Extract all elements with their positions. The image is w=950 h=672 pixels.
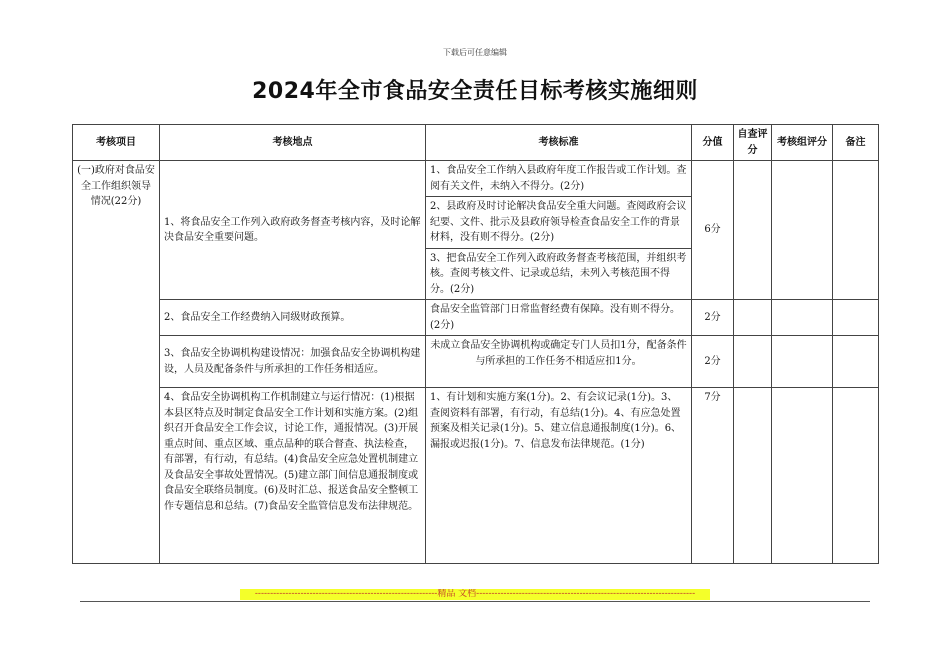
header-standard: 考核标准 bbox=[426, 125, 692, 161]
header-item: 考核项目 bbox=[73, 125, 160, 161]
place-cell: 2、食品安全工作经费纳入同级财政预算。 bbox=[160, 300, 426, 336]
header-self-score: 自查评分 bbox=[734, 125, 772, 161]
group-score-cell[interactable] bbox=[772, 336, 833, 388]
place-cell: 1、将食品安全工作列入政府政务督查考核内容，及时论解决食品安全重要问题。 bbox=[160, 161, 426, 300]
header-note: 下载后可任意编辑 bbox=[443, 48, 507, 57]
table-row bbox=[73, 336, 879, 388]
table-row bbox=[73, 388, 879, 564]
footer-divider bbox=[80, 601, 870, 602]
self-score-cell[interactable] bbox=[734, 388, 772, 564]
standard-cell: 未成立食品安全协调机构或确定专门人员扣1分，配备条件与所承担的工作任务不相适应扣1分。 bbox=[426, 336, 692, 388]
self-score-cell[interactable] bbox=[734, 300, 772, 336]
group-score-cell[interactable] bbox=[772, 300, 833, 336]
note-cell[interactable] bbox=[833, 161, 879, 300]
score-cell: 7分 bbox=[692, 388, 734, 564]
table-header-row bbox=[73, 125, 879, 161]
header-place: 考核地点 bbox=[160, 125, 426, 161]
header-note: 备注 bbox=[833, 125, 879, 161]
note-cell[interactable] bbox=[833, 388, 879, 564]
category-cell: (一)政府对食品安全工作组织领导情况(22分) bbox=[73, 161, 160, 564]
standard-cell: 1、食品安全工作纳入县政府年度工作报告或工作计划。查阅有关文件，未纳入不得分。(2分) bbox=[426, 161, 692, 197]
standard-cell: 3、把食品安全工作列入政府政务督查考核范围，并组织考核。查阅考核文件、记录或总结，未列入考核范围不得分。(2分) bbox=[426, 248, 692, 300]
score-cell: 6分 bbox=[692, 161, 734, 300]
document-title: 2024年全市食品安全责任目标考核实施细则 bbox=[252, 79, 698, 104]
group-score-cell[interactable] bbox=[772, 388, 833, 564]
standard-cell: 1、有计划和实施方案(1分)。2、有会议记录(1分)。3、查阅资料有部署，有行动，有总结(1分)。4、有应急处置预案及相关记录(1分)。5、建立信息通报制度(1分)。6、漏报或迟报(1分)。7、信息发布法律规范。(1分) bbox=[426, 388, 692, 564]
score-cell: 2分 bbox=[692, 336, 734, 388]
assessment-table bbox=[72, 124, 879, 564]
header-score: 分值 bbox=[692, 125, 734, 161]
score-cell: 2分 bbox=[692, 300, 734, 336]
place-cell: 3、食品安全协调机构建设情况：加强食品安全协调机构建设，人员及配备条件与所承担的工作任务相适应。 bbox=[160, 336, 426, 388]
footer-watermark: ------------------------------------------------------------精品 文档------------------------------------------------------------------------ bbox=[240, 589, 710, 600]
note-cell[interactable] bbox=[833, 300, 879, 336]
place-cell: 4、食品安全协调机构工作机制建立与运行情况：(1)根据本县区特点及时制定食品安全工作计划和实施方案。(2)组织召开食品安全工作会议，讨论工作，通报情况。(3)开展重点时间、重点区域、重点品种的联合督查、执法检查，有部署，有行动，有总结。(4)食品安全应急处置机制建立及食品安全事故处置情况。(5)建立部门间信息通报制度或食品安全联络员制度。(6)及时汇总、报送食品安全整顿工作专题信息和总结。(7)食品安全监管信息发布法律规范。 bbox=[160, 388, 426, 564]
note-cell[interactable] bbox=[833, 336, 879, 388]
standard-cell: 食品安全监管部门日常监督经费有保障。没有则不得分。(2分) bbox=[426, 300, 692, 336]
group-score-cell[interactable] bbox=[772, 161, 833, 300]
self-score-cell[interactable] bbox=[734, 161, 772, 300]
standard-cell: 2、县政府及时讨论解决食品安全重大问题。查阅政府会议纪要、文件、批示及县政府领导检查食品安全工作的背景材料，没有则不得分。(2分) bbox=[426, 197, 692, 249]
table-row bbox=[73, 161, 879, 197]
self-score-cell[interactable] bbox=[734, 336, 772, 388]
table-row bbox=[73, 300, 879, 336]
header-group-score: 考核组评分 bbox=[772, 125, 833, 161]
